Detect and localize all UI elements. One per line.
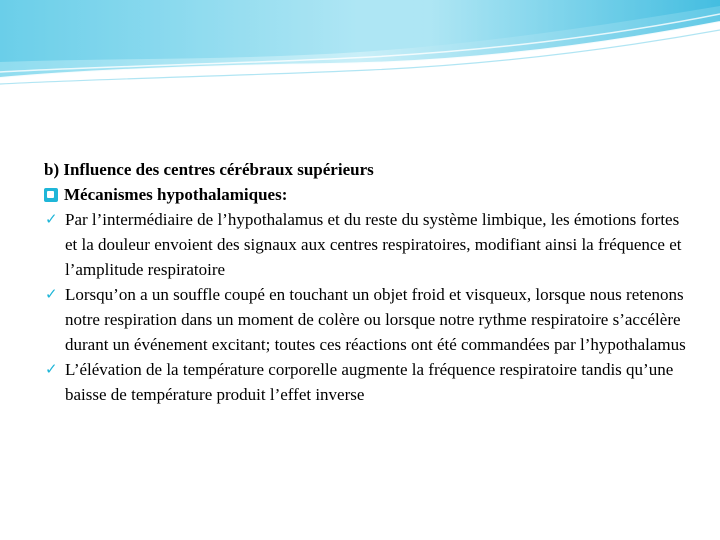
subheading-text: Mécanismes hypothalamiques: xyxy=(64,185,288,204)
list-item xyxy=(44,207,694,282)
checkmark-icon: ✓ xyxy=(45,360,58,378)
list-item-text: Lorsqu’on a un souffle coupé en touchant un objet froid et visqueux, lorsque nous retenons notre respiration dans un moment de colère ou lorsque notre rythme respiratoire s’accélère durant un événement excitant; toutes ces réactions ont été commandées par l’hypothalamus xyxy=(65,285,686,354)
section-title: b) Influence des centres cérébraux supérieurs xyxy=(44,160,374,179)
checkmark-icon: ✓ xyxy=(45,210,58,228)
list-item xyxy=(44,357,694,407)
list-item-text: L’élévation de la température corporelle augmente la fréquence respiratoire tandis qu’une baisse de température produit l’effet inverse xyxy=(65,360,674,404)
slide-content xyxy=(44,157,694,407)
list-item xyxy=(44,282,694,357)
list-item-text: Par l’intermédiaire de l’hypothalamus et du reste du système limbique, les émotions fortes et la douleur envoient des signaux aux centres respiratoires, modifiant ainsi la fréquence et l’amplitude respiratoire xyxy=(65,210,682,279)
checkmark-icon: ✓ xyxy=(45,285,58,303)
header-wave-decoration xyxy=(0,0,720,90)
subheading-item xyxy=(44,182,694,207)
square-bullet-icon xyxy=(44,188,58,202)
